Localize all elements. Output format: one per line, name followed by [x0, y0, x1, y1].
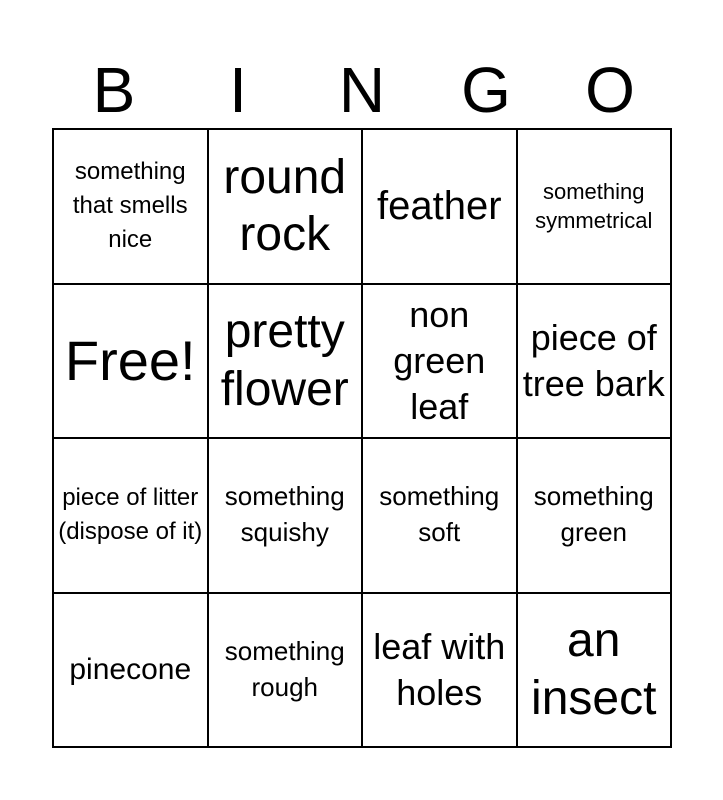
header-letter-i: I — [229, 54, 247, 126]
bingo-cell[interactable]: something symmetrical — [518, 130, 673, 285]
bingo-cell[interactable]: pinecone — [54, 594, 209, 749]
bingo-cell[interactable]: feather — [363, 130, 518, 285]
bingo-cell[interactable]: piece of tree bark — [518, 285, 673, 440]
bingo-cell[interactable]: pretty flower — [209, 285, 364, 440]
bingo-cell[interactable]: something soft — [363, 439, 518, 594]
bingo-board — [52, 128, 672, 748]
header-letter-b: B — [92, 54, 136, 126]
bingo-cell[interactable]: an insect — [518, 594, 673, 749]
header-letter-o: O — [585, 54, 635, 126]
bingo-cell[interactable]: piece of litter (dispose of it) — [54, 439, 209, 594]
free-space-cell[interactable]: Free! — [54, 285, 209, 440]
bingo-cell[interactable]: round rock — [209, 130, 364, 285]
header-letter-n: N — [338, 54, 386, 126]
bingo-cell[interactable]: something squishy — [209, 439, 364, 594]
header-letter-g: G — [461, 54, 511, 126]
bingo-cell[interactable]: non green leaf — [363, 285, 518, 440]
bingo-cell[interactable]: leaf with holes — [363, 594, 518, 749]
bingo-cell[interactable]: something green — [518, 439, 673, 594]
bingo-cell[interactable]: something rough — [209, 594, 364, 749]
bingo-cell[interactable]: something that smells nice — [54, 130, 209, 285]
bingo-header — [52, 52, 672, 128]
